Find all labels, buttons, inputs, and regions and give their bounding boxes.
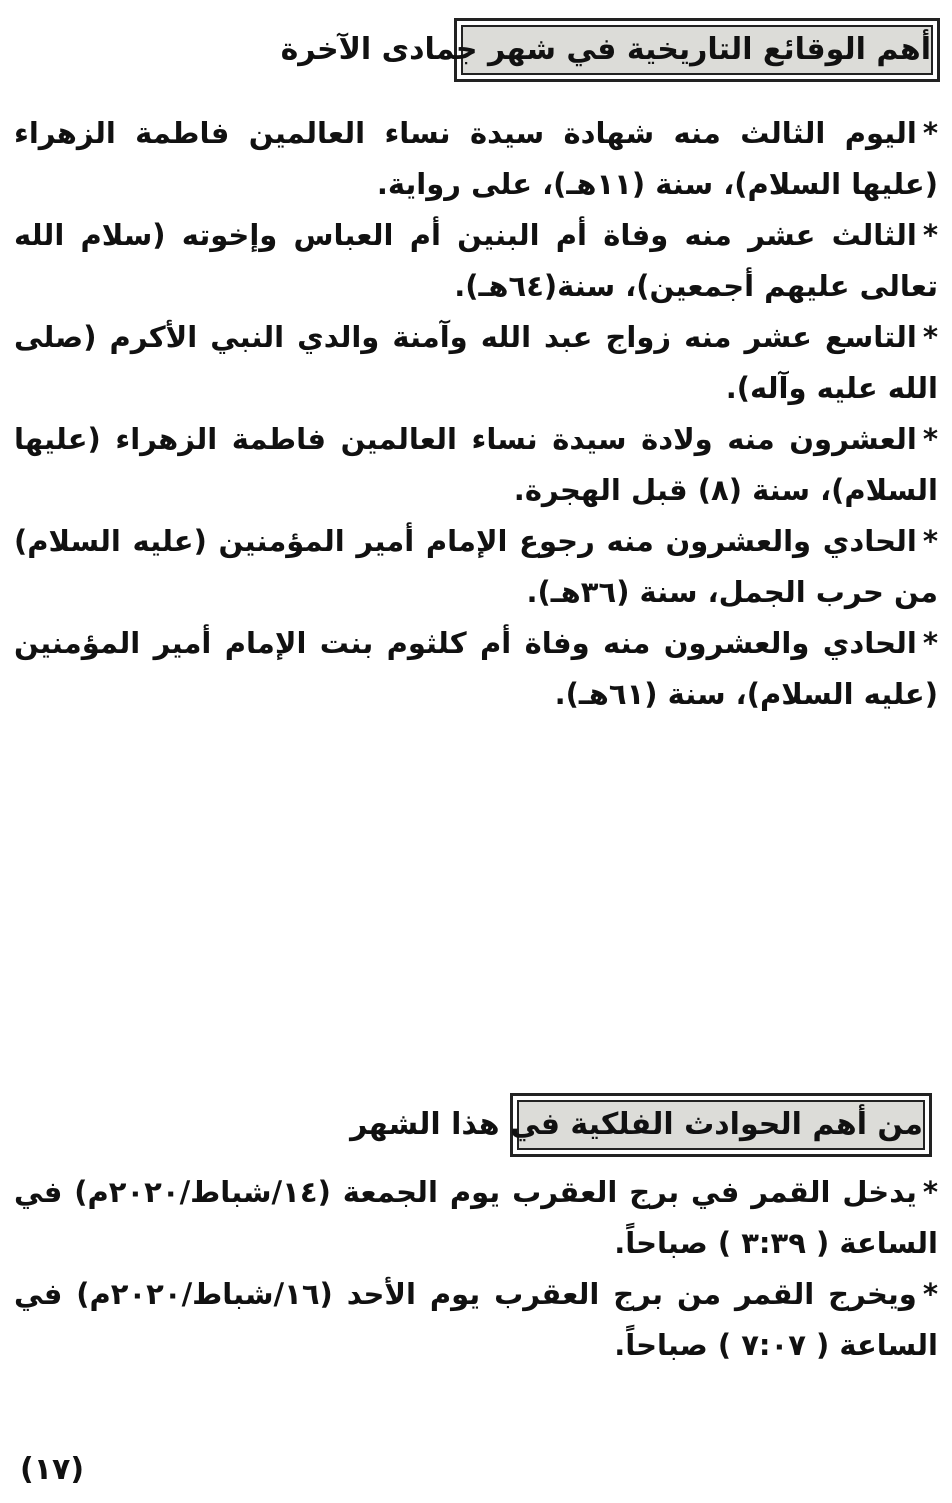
astronomical-events-list bbox=[14, 1167, 938, 1371]
list-item-text: الحادي والعشرون منه وفاة أم كلثوم بنت الإمام أمير المؤمنين (عليه السلام)، سنة (٦١هـ). bbox=[14, 626, 938, 711]
list-item-text: العشرون منه ولادة سيدة نساء العالمين فاطمة الزهراء (عليها السلام)، سنة (٨) قبل الهجرة. bbox=[14, 422, 938, 507]
section-heading-text: أهم الوقائع التاريخية في شهر جمادى الآخرة bbox=[461, 25, 933, 75]
list-item-text: يدخل القمر في برج العقرب يوم الجمعة (١٤/شباط/٢٠٢٠م) في الساعة ( ٣:٣٩ ) صباحاً. bbox=[14, 1175, 938, 1260]
list-item bbox=[14, 618, 938, 720]
list-item-text: ويخرج القمر من برج العقرب يوم الأحد (١٦/شباط/٢٠٢٠م) في الساعة ( ٧:٠٧ ) صباحاً. bbox=[14, 1277, 938, 1362]
list-item-text: اليوم الثالث منه شهادة سيدة نساء العالمين فاطمة الزهراء (عليها السلام)، سنة (١١هـ)، على رواية. bbox=[14, 116, 938, 201]
bullet-star: * bbox=[922, 1277, 939, 1311]
bullet-star: * bbox=[922, 320, 938, 354]
bullet-star: * bbox=[922, 626, 938, 660]
list-item bbox=[14, 108, 938, 210]
bullet-star: * bbox=[922, 116, 938, 150]
list-item bbox=[14, 1269, 938, 1371]
historical-events-list bbox=[14, 108, 938, 720]
bullet-star: * bbox=[922, 524, 938, 558]
bullet-star: * bbox=[922, 422, 938, 456]
section-heading-historical-events bbox=[280, 18, 940, 82]
list-item-text: الحادي والعشرون منه رجوع الإمام أمير المؤمنين (عليه السلام) من حرب الجمل، سنة (٣٦هـ). bbox=[14, 524, 938, 609]
list-item-text: الثالث عشر منه وفاة أم البنين أم العباس وإخوته (سلام الله تعالى عليهم أجمعين)، سنة(٦٤هـ). bbox=[14, 218, 938, 303]
list-item bbox=[14, 312, 938, 414]
list-item bbox=[14, 210, 938, 312]
list-item bbox=[14, 1167, 938, 1269]
section-heading-astronomical-events bbox=[350, 1093, 932, 1157]
list-item-text: التاسع عشر منه زواج عبد الله وآمنة والدي النبي الأكرم (صلى الله عليه وآله). bbox=[14, 320, 938, 405]
bullet-star: * bbox=[922, 218, 938, 252]
list-item bbox=[14, 414, 938, 516]
bullet-star: * bbox=[922, 1175, 938, 1209]
page-number: (١٧) bbox=[20, 1452, 85, 1487]
list-item bbox=[14, 516, 938, 618]
section-heading-text: من أهم الحوادث الفلكية في هذا الشهر bbox=[517, 1100, 925, 1150]
